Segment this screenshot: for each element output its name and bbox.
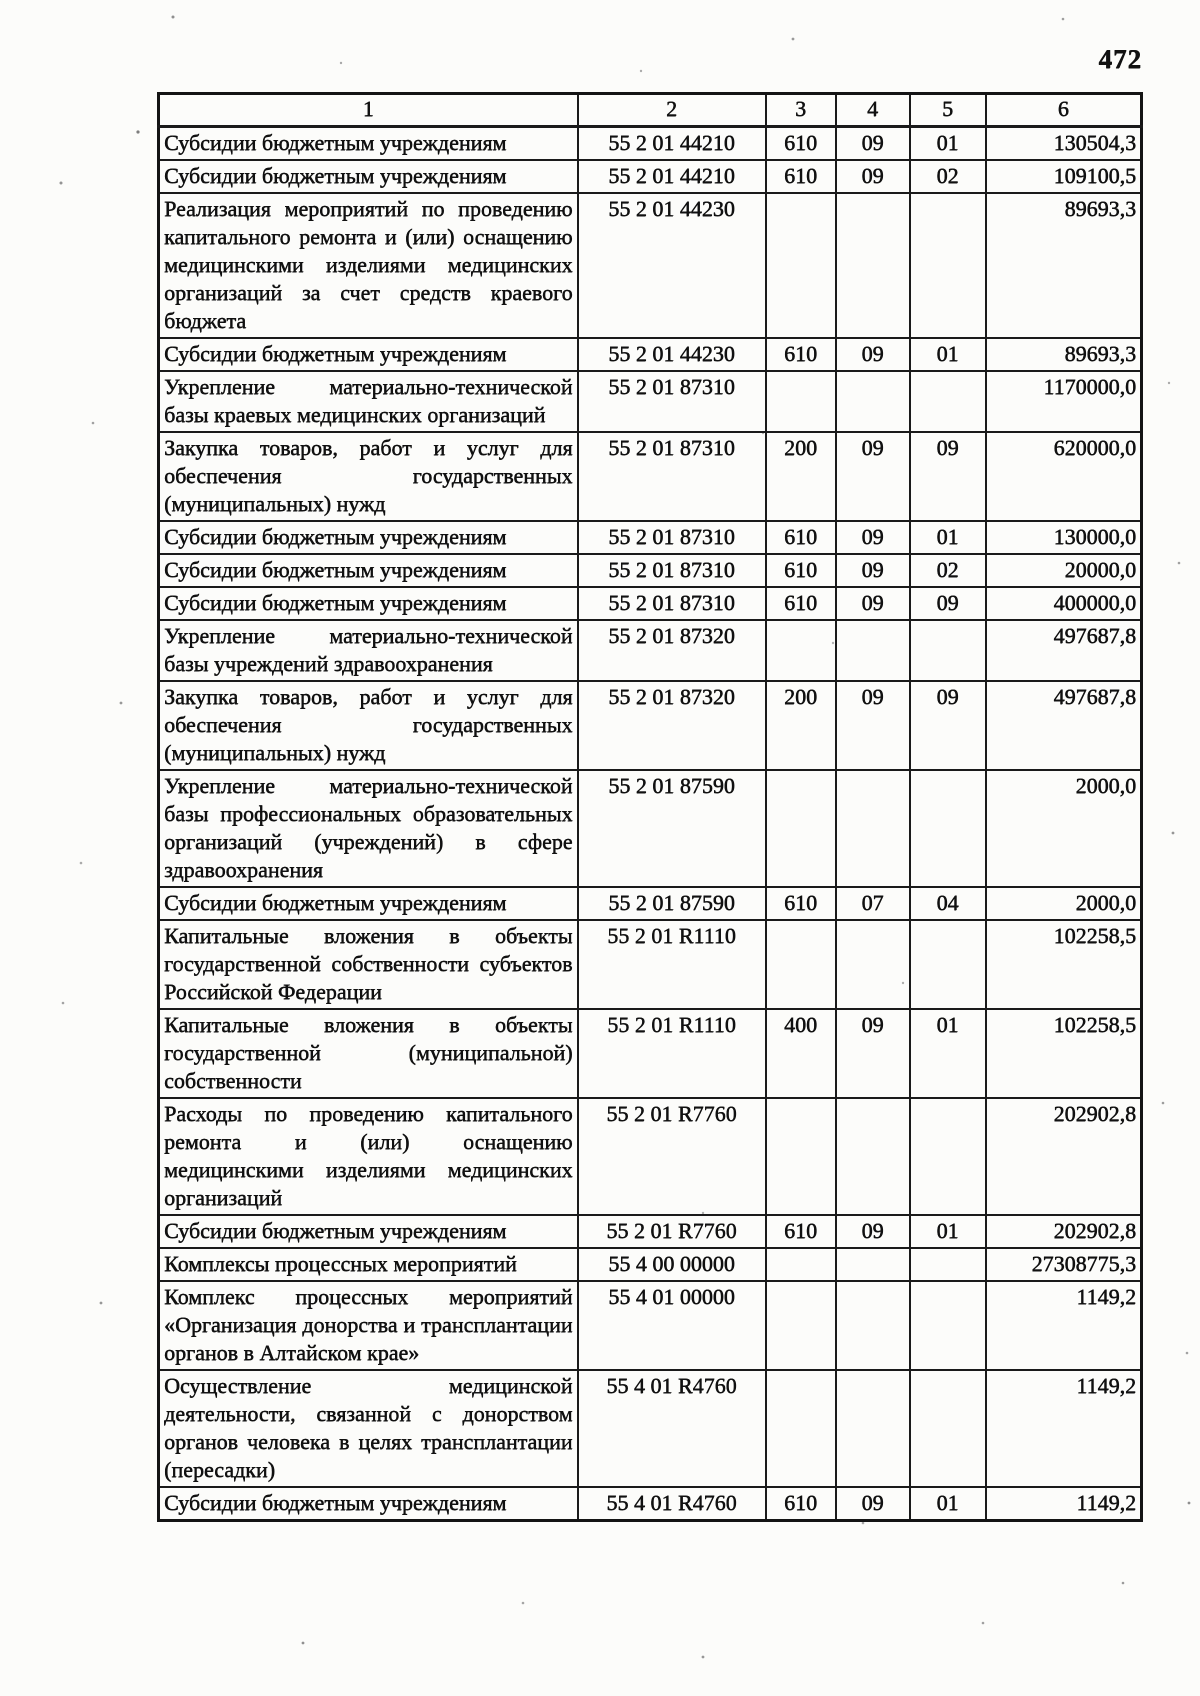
cell-subsection: 01 — [910, 127, 986, 161]
scan-noise — [0, 0, 2, 2]
table-row — [159, 587, 1142, 620]
table-row — [159, 1009, 1142, 1098]
cell-expense-type: 610 — [766, 338, 836, 371]
cell-expense-type — [766, 371, 836, 432]
cell-section: 09 — [836, 554, 910, 587]
cell-amount: 497687,8 — [986, 620, 1142, 681]
cell-name: Субсидии бюджетным учреждениям — [159, 160, 578, 193]
cell-name: Расходы по проведению капитального ремонта и (или) оснащению медицинскими изделиями медицинских организаций — [159, 1098, 578, 1215]
table-row — [159, 920, 1142, 1009]
cell-section — [836, 620, 910, 681]
cell-name: Капитальные вложения в объекты государственной (муниципальной) собственности — [159, 1009, 578, 1098]
cell-expense-type: 610 — [766, 1215, 836, 1248]
cell-section — [836, 1248, 910, 1281]
cell-expense-type: 200 — [766, 681, 836, 770]
cell-code: 55 2 01 44230 — [578, 338, 766, 371]
cell-code: 55 4 00 00000 — [578, 1248, 766, 1281]
cell-code: 55 2 01 R7760 — [578, 1215, 766, 1248]
cell-name: Реализация мероприятий по проведению капитального ремонта и (или) оснащению медицинскими изделиями медицинских организаций за счет средств краевого бюджета — [159, 193, 578, 338]
cell-section: 09 — [836, 1215, 910, 1248]
table-body — [159, 127, 1142, 1521]
cell-expense-type — [766, 620, 836, 681]
cell-name: Капитальные вложения в объекты государственной собственности субъектов Российской Федерации — [159, 920, 578, 1009]
cell-amount: 497687,8 — [986, 681, 1142, 770]
cell-expense-type: 610 — [766, 1487, 836, 1521]
column-header-1: 1 — [159, 94, 578, 127]
page-number: 472 — [1098, 44, 1142, 74]
cell-amount: 1170000,0 — [986, 371, 1142, 432]
cell-name: Укрепление материально-технической базы учреждений здравоохранения — [159, 620, 578, 681]
cell-section: 09 — [836, 432, 910, 521]
cell-code: 55 2 01 87310 — [578, 554, 766, 587]
cell-amount: 202902,8 — [986, 1098, 1142, 1215]
cell-subsection — [910, 371, 986, 432]
budget-table — [157, 92, 1143, 1522]
cell-expense-type: 610 — [766, 521, 836, 554]
cell-section — [836, 371, 910, 432]
cell-section: 07 — [836, 887, 910, 920]
cell-name: Субсидии бюджетным учреждениям — [159, 521, 578, 554]
cell-section: 09 — [836, 127, 910, 161]
table-header-row — [159, 94, 1142, 127]
cell-code: 55 4 01 R4760 — [578, 1487, 766, 1521]
cell-code: 55 2 01 R1110 — [578, 1009, 766, 1098]
cell-expense-type: 610 — [766, 887, 836, 920]
cell-code: 55 2 01 87590 — [578, 887, 766, 920]
cell-amount: 102258,5 — [986, 1009, 1142, 1098]
cell-code: 55 2 01 87310 — [578, 432, 766, 521]
cell-amount: 89693,3 — [986, 193, 1142, 338]
cell-subsection — [910, 1098, 986, 1215]
cell-amount: 2000,0 — [986, 770, 1142, 887]
cell-expense-type: 200 — [766, 432, 836, 521]
cell-name: Комплекс процессных мероприятий «Организация донорства и трансплантации органов в Алтайском крае» — [159, 1281, 578, 1370]
cell-name: Субсидии бюджетным учреждениям — [159, 338, 578, 371]
cell-subsection: 02 — [910, 160, 986, 193]
cell-code: 55 2 01 87310 — [578, 521, 766, 554]
cell-subsection: 09 — [910, 587, 986, 620]
table-row — [159, 620, 1142, 681]
cell-amount: 1149,2 — [986, 1370, 1142, 1487]
cell-code: 55 2 01 R1110 — [578, 920, 766, 1009]
table-row — [159, 371, 1142, 432]
cell-subsection: 01 — [910, 338, 986, 371]
cell-name: Осуществление медицинской деятельности, связанной с донорством органов человека в целях трансплантации (пересадки) — [159, 1370, 578, 1487]
cell-name: Закупка товаров, работ и услуг для обеспечения государственных (муниципальных) нужд — [159, 432, 578, 521]
table-row — [159, 193, 1142, 338]
cell-amount: 400000,0 — [986, 587, 1142, 620]
cell-expense-type: 610 — [766, 587, 836, 620]
cell-amount: 109100,5 — [986, 160, 1142, 193]
cell-name: Закупка товаров, работ и услуг для обеспечения государственных (муниципальных) нужд — [159, 681, 578, 770]
cell-code: 55 2 01 87320 — [578, 620, 766, 681]
cell-code: 55 2 01 87310 — [578, 587, 766, 620]
cell-subsection — [910, 1370, 986, 1487]
cell-code: 55 4 01 00000 — [578, 1281, 766, 1370]
table-row — [159, 127, 1142, 161]
cell-code: 55 2 01 87310 — [578, 371, 766, 432]
cell-section — [836, 193, 910, 338]
cell-name: Субсидии бюджетным учреждениям — [159, 554, 578, 587]
table-row — [159, 160, 1142, 193]
cell-section: 09 — [836, 521, 910, 554]
cell-subsection: 04 — [910, 887, 986, 920]
cell-amount: 27308775,3 — [986, 1248, 1142, 1281]
cell-amount: 130504,3 — [986, 127, 1142, 161]
cell-section: 09 — [836, 587, 910, 620]
table-row — [159, 1487, 1142, 1521]
cell-subsection: 01 — [910, 1009, 986, 1098]
cell-code: 55 2 01 R7760 — [578, 1098, 766, 1215]
cell-amount: 1149,2 — [986, 1487, 1142, 1521]
table-row — [159, 887, 1142, 920]
cell-name: Субсидии бюджетным учреждениям — [159, 587, 578, 620]
cell-code: 55 2 01 44210 — [578, 160, 766, 193]
cell-subsection — [910, 620, 986, 681]
cell-expense-type — [766, 193, 836, 338]
cell-section: 09 — [836, 681, 910, 770]
cell-section — [836, 920, 910, 1009]
cell-name: Комплексы процессных мероприятий — [159, 1248, 578, 1281]
cell-amount: 620000,0 — [986, 432, 1142, 521]
cell-amount: 130000,0 — [986, 521, 1142, 554]
table-row — [159, 554, 1142, 587]
cell-subsection — [910, 920, 986, 1009]
table-row — [159, 432, 1142, 521]
cell-expense-type — [766, 1281, 836, 1370]
cell-name: Укрепление материально-технической базы профессиональных образовательных организаций (учреждений) в сфере здравоохранения — [159, 770, 578, 887]
cell-name: Укрепление материально-технической базы краевых медицинских организаций — [159, 371, 578, 432]
cell-expense-type: 610 — [766, 554, 836, 587]
cell-code: 55 2 01 87320 — [578, 681, 766, 770]
cell-name: Субсидии бюджетным учреждениям — [159, 1215, 578, 1248]
cell-name: Субсидии бюджетным учреждениям — [159, 127, 578, 161]
cell-expense-type: 610 — [766, 160, 836, 193]
column-header-5: 5 — [910, 94, 986, 127]
cell-section — [836, 1370, 910, 1487]
table-row — [159, 338, 1142, 371]
cell-section — [836, 1281, 910, 1370]
column-header-3: 3 — [766, 94, 836, 127]
cell-amount: 1149,2 — [986, 1281, 1142, 1370]
cell-amount: 20000,0 — [986, 554, 1142, 587]
cell-expense-type — [766, 1248, 836, 1281]
cell-subsection: 02 — [910, 554, 986, 587]
table-row — [159, 1248, 1142, 1281]
cell-subsection: 01 — [910, 1215, 986, 1248]
column-header-6: 6 — [986, 94, 1142, 127]
table-row — [159, 1098, 1142, 1215]
cell-subsection: 01 — [910, 521, 986, 554]
table-row — [159, 521, 1142, 554]
cell-expense-type: 610 — [766, 127, 836, 161]
table-row — [159, 1281, 1142, 1370]
cell-code: 55 2 01 87590 — [578, 770, 766, 887]
column-header-2: 2 — [578, 94, 766, 127]
cell-subsection — [910, 1281, 986, 1370]
cell-subsection — [910, 193, 986, 338]
cell-section: 09 — [836, 1487, 910, 1521]
cell-amount: 89693,3 — [986, 338, 1142, 371]
cell-expense-type: 400 — [766, 1009, 836, 1098]
cell-expense-type — [766, 920, 836, 1009]
cell-section — [836, 1098, 910, 1215]
table-row — [159, 1215, 1142, 1248]
table-row — [159, 1370, 1142, 1487]
cell-amount: 102258,5 — [986, 920, 1142, 1009]
cell-expense-type — [766, 770, 836, 887]
cell-expense-type — [766, 1370, 836, 1487]
table-row — [159, 681, 1142, 770]
column-header-4: 4 — [836, 94, 910, 127]
cell-subsection — [910, 770, 986, 887]
cell-amount: 2000,0 — [986, 887, 1142, 920]
cell-amount: 202902,8 — [986, 1215, 1142, 1248]
cell-section: 09 — [836, 160, 910, 193]
cell-expense-type — [766, 1098, 836, 1215]
cell-code: 55 2 01 44210 — [578, 127, 766, 161]
table-row — [159, 770, 1142, 887]
cell-code: 55 2 01 44230 — [578, 193, 766, 338]
cell-name: Субсидии бюджетным учреждениям — [159, 887, 578, 920]
cell-section: 09 — [836, 338, 910, 371]
cell-name: Субсидии бюджетным учреждениям — [159, 1487, 578, 1521]
cell-subsection: 01 — [910, 1487, 986, 1521]
cell-subsection — [910, 1248, 986, 1281]
cell-subsection: 09 — [910, 681, 986, 770]
cell-code: 55 4 01 R4760 — [578, 1370, 766, 1487]
cell-subsection: 09 — [910, 432, 986, 521]
cell-section: 09 — [836, 1009, 910, 1098]
cell-section — [836, 770, 910, 887]
